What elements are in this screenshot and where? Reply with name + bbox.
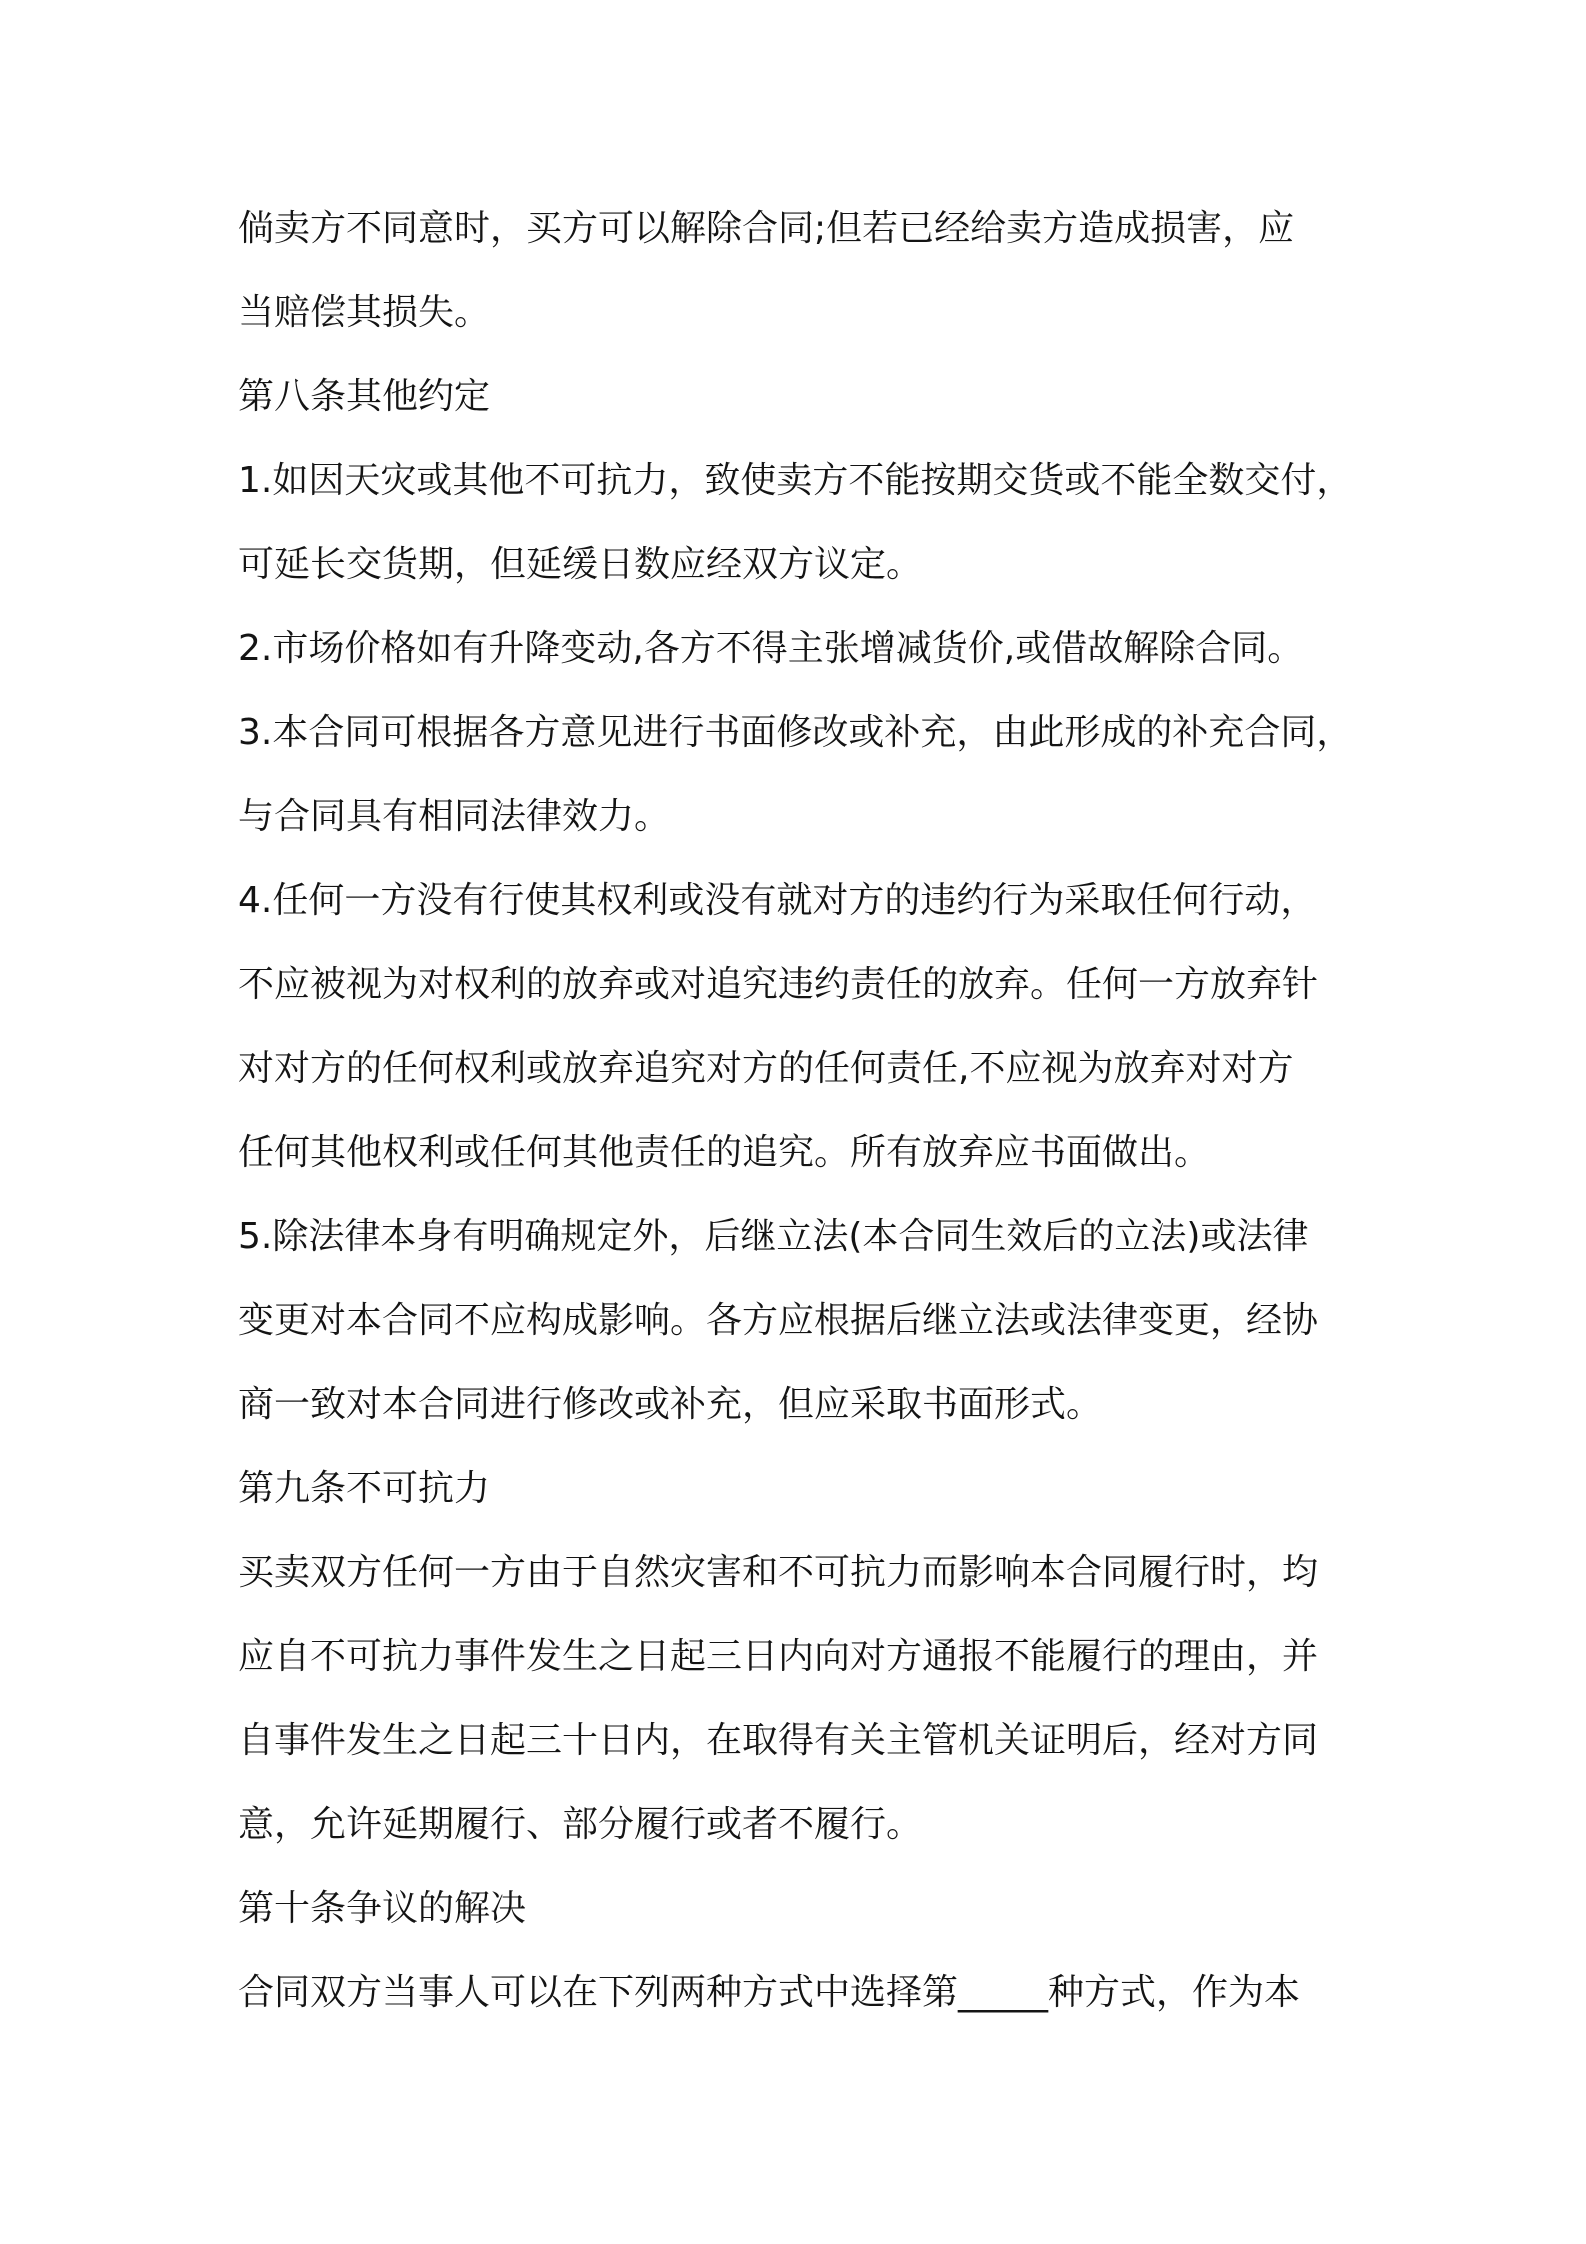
text-line: 任何其他权利或任何其他责任的追究。所有放弃应书面做出。 [238, 1132, 1211, 1173]
text-line: 与合同具有相同法律效力。 [238, 796, 671, 837]
text-line: 1.如因天灾或其他不可抗力，致使卖方不能按期交货或不能全数交付， [238, 460, 1353, 501]
text-line: 意，允许延期履行、部分履行或者不履行。 [238, 1804, 923, 1845]
text-line: 5.除法律本身有明确规定外，后继立法(本合同生效后的立法)或法律 [238, 1216, 1309, 1257]
text-line: 3.本合同可根据各方意见进行书面修改或补充，由此形成的补充合同， [238, 712, 1353, 753]
text-line: 可延长交货期，但延缓日数应经双方议定。 [238, 544, 923, 585]
text-line: 应自不可抗力事件发生之日起三日内向对方通报不能履行的理由，并 [238, 1636, 1319, 1677]
text-line: 自事件发生之日起三十日内，在取得有关主管机关证明后，经对方同 [238, 1720, 1319, 1761]
text-line: 买卖双方任何一方由于自然灾害和不可抗力而影响本合同履行时，均 [238, 1552, 1319, 1593]
text-line: 倘卖方不同意时，买方可以解除合同;但若已经给卖方造成损害，应 [238, 208, 1295, 249]
text-line: 2.市场价格如有升降变动,各方不得主张增减货价,或借故解除合同。 [238, 628, 1304, 669]
text-line: 商一致对本合同进行修改或补充，但应采取书面形式。 [238, 1384, 1103, 1425]
article-heading: 第九条不可抗力 [238, 1468, 491, 1509]
text-line: 变更对本合同不应构成影响。各方应根据后继立法或法律变更，经协 [238, 1300, 1319, 1341]
contract-text [238, 187, 1368, 2035]
article-heading: 第十条争议的解决 [238, 1888, 527, 1929]
text-line: 4.任何一方没有行使其权利或没有就对方的违约行为采取任何行动， [238, 880, 1317, 921]
text-line: 不应被视为对权利的放弃或对追究违约责任的放弃。任何一方放弃针 [238, 964, 1319, 1005]
article-heading: 第八条其他约定 [238, 376, 491, 417]
text-line: 当赔偿其损失。 [238, 292, 491, 333]
text-line: 合同双方当事人可以在下列两种方式中选择第_____种方式，作为本 [238, 1972, 1301, 2013]
text-line: 对对方的任何权利或放弃追究对方的任何责任,不应视为放弃对对方 [238, 1048, 1294, 1089]
